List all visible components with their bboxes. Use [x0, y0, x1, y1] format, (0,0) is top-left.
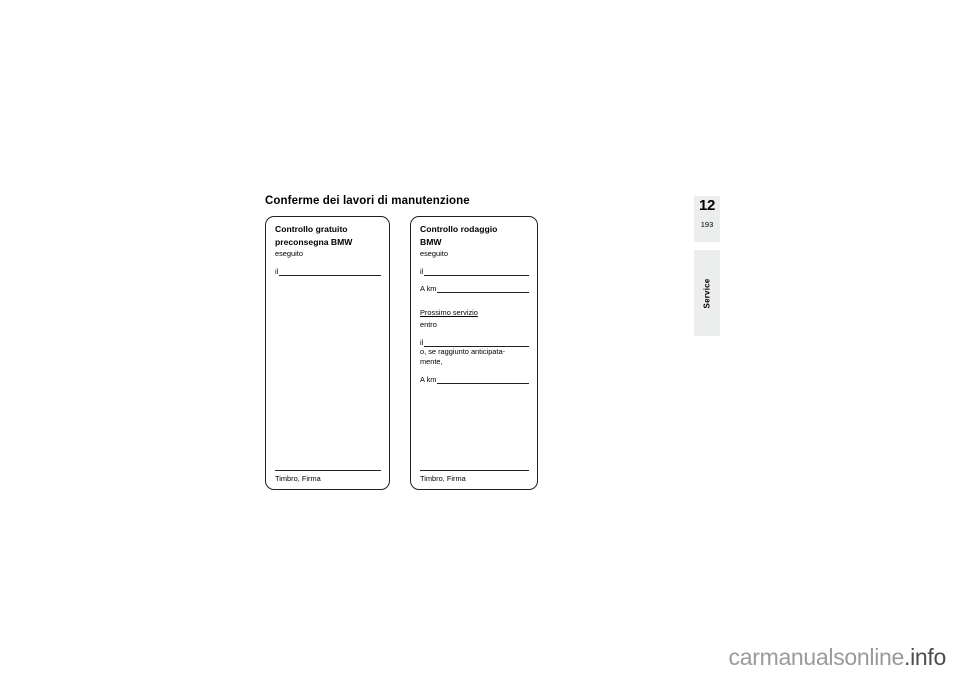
section-tab-label: Service — [702, 278, 712, 308]
next-service-heading: Prossimo servizio — [420, 308, 478, 317]
stamp-line — [275, 470, 381, 471]
watermark — [729, 644, 946, 671]
watermark-suffix: .info — [904, 644, 946, 670]
field-next-date[interactable] — [420, 339, 529, 347]
field-next-km-line[interactable] — [437, 376, 529, 384]
note-line2: mente, — [420, 357, 443, 366]
box-title-line1: Controllo rodaggio — [420, 224, 498, 234]
field-date-label: il — [275, 267, 279, 276]
field-km[interactable] — [420, 285, 529, 293]
field-next-km-label: A km — [420, 375, 437, 384]
stamp-area[interactable] — [420, 470, 529, 483]
field-km-line[interactable] — [437, 285, 529, 293]
field-next-date-line[interactable] — [424, 339, 529, 347]
stamp-area[interactable] — [275, 470, 381, 483]
box-content — [275, 224, 381, 483]
box-status: eseguito — [275, 249, 303, 258]
box-content — [420, 224, 529, 483]
field-date-line[interactable] — [424, 268, 529, 276]
stamp-line — [420, 470, 529, 471]
maintenance-box-pre-delivery — [265, 216, 390, 490]
chapter-tab — [694, 196, 720, 242]
box-title-line1: Controllo gratuito — [275, 224, 348, 234]
field-date-line[interactable] — [279, 268, 381, 276]
chapter-number: 12 — [698, 197, 716, 214]
box-status: eseguito — [420, 249, 448, 258]
box-title-line2: preconsegna BMW — [275, 236, 353, 247]
note-line1: o, se raggiunto anticipata- — [420, 347, 506, 356]
field-km-label: A km — [420, 284, 437, 293]
stamp-label: Timbro, Firma — [420, 474, 466, 483]
field-next-date-label: il — [420, 338, 424, 347]
field-date-label: il — [420, 267, 424, 276]
field-date[interactable] — [420, 268, 529, 276]
field-next-km[interactable] — [420, 376, 529, 384]
field-date[interactable] — [275, 268, 381, 276]
watermark-main: carmanualsonline — [728, 644, 905, 670]
box-title-line2: BMW — [420, 236, 442, 247]
page-title: Conferme dei lavori di manutenzione — [265, 195, 470, 207]
stamp-label: Timbro, Firma — [275, 474, 321, 483]
next-service-block — [420, 302, 529, 330]
section-tab-label-wrap — [694, 250, 720, 336]
page-number: 193 — [700, 220, 714, 229]
maintenance-box-running-in — [410, 216, 538, 490]
next-service-sub: entro — [420, 320, 437, 329]
